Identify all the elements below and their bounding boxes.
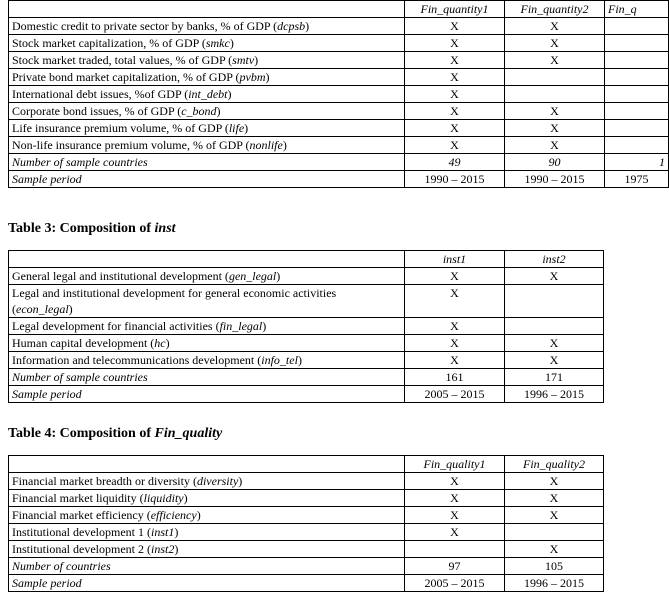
cell: X <box>405 507 505 524</box>
cell: X <box>505 268 604 285</box>
row-label: Institutional development 1 (inst1) <box>9 524 405 541</box>
header-cell: inst2 <box>505 251 604 268</box>
cell: X <box>405 69 505 86</box>
period-row <box>9 575 604 592</box>
cell: 1990 – 2015 <box>505 171 605 188</box>
cell: X <box>505 507 604 524</box>
header-cell: inst1 <box>405 251 505 268</box>
table-4-caption: Table 4: Composition of Fin_quality <box>8 426 223 441</box>
cell: X <box>505 490 604 507</box>
cell: X <box>405 352 505 369</box>
cell <box>505 86 605 103</box>
row-label: Financial market efficiency (efficiency) <box>9 507 405 524</box>
row-label: General legal and institutional development (gen_legal) <box>9 268 405 285</box>
cell <box>605 69 669 86</box>
row-label: Stock market traded, total values, % of GDP (smtv) <box>9 52 405 69</box>
table-row <box>9 490 604 507</box>
table-row <box>9 541 604 558</box>
table-3 <box>8 250 604 403</box>
cell: X <box>405 285 505 318</box>
cell: X <box>405 490 505 507</box>
table-row <box>9 335 604 352</box>
cell <box>505 285 604 318</box>
count-row <box>9 154 669 171</box>
cell <box>505 69 605 86</box>
cell: X <box>505 137 605 154</box>
cell: X <box>505 473 604 490</box>
cell: X <box>405 35 505 52</box>
row-label: Stock market capitalization, % of GDP (smkc) <box>9 35 405 52</box>
cell: X <box>505 35 605 52</box>
cell: 1 <box>605 154 669 171</box>
table-row <box>9 507 604 524</box>
row-label: Sample period <box>9 171 405 188</box>
table-4 <box>8 455 604 592</box>
cell: 1996 – 2015 <box>505 386 604 403</box>
cell: X <box>505 103 605 120</box>
cell: 1996 – 2015 <box>505 575 604 592</box>
row-label: Private bond market capitalization, % of GDP (pvbm) <box>9 69 405 86</box>
cell: X <box>405 473 505 490</box>
period-row <box>9 386 604 403</box>
row-label: Human capital development (hc) <box>9 335 405 352</box>
table-header-row <box>9 456 604 473</box>
header-cell: Fin_q <box>605 1 669 18</box>
row-label: Sample period <box>9 575 405 592</box>
cell <box>605 137 669 154</box>
cell: X <box>405 335 505 352</box>
table-row <box>9 137 669 154</box>
row-label: Life insurance premium volume, % of GDP (life) <box>9 120 405 137</box>
header-cell-empty <box>9 1 405 18</box>
row-label: International debt issues, %of GDP (int_debt) <box>9 86 405 103</box>
cell: X <box>405 52 505 69</box>
cell: 171 <box>505 369 604 386</box>
cell: 2005 – 2015 <box>405 575 505 592</box>
table-row <box>9 352 604 369</box>
cell <box>605 86 669 103</box>
cell: X <box>405 18 505 35</box>
header-cell: Fin_quality1 <box>405 456 505 473</box>
table-row <box>9 35 669 52</box>
table-row <box>9 103 669 120</box>
row-label: Number of sample countries <box>9 369 405 386</box>
cell: 105 <box>505 558 604 575</box>
header-cell-empty <box>9 456 405 473</box>
row-label: Information and telecommunications development (info_tel) <box>9 352 405 369</box>
cell: X <box>505 335 604 352</box>
count-row <box>9 369 604 386</box>
cell <box>605 52 669 69</box>
table-row <box>9 285 604 318</box>
header-cell-empty <box>9 251 405 268</box>
cell: X <box>405 524 505 541</box>
cell: 2005 – 2015 <box>405 386 505 403</box>
row-label: Non-life insurance premium volume, % of GDP (nonlife) <box>9 137 405 154</box>
row-label: Number of countries <box>9 558 405 575</box>
table-row <box>9 69 669 86</box>
cell <box>605 120 669 137</box>
cell: 97 <box>405 558 505 575</box>
cell: X <box>405 86 505 103</box>
table-row <box>9 268 604 285</box>
row-label: Corporate bond issues, % of GDP (c_bond) <box>9 103 405 120</box>
cell: X <box>405 318 505 335</box>
cell <box>405 541 505 558</box>
cell: 1975 <box>605 171 669 188</box>
table-header-row <box>9 1 669 18</box>
cell: X <box>505 352 604 369</box>
cell: X <box>505 541 604 558</box>
cell <box>505 524 604 541</box>
table-row <box>9 120 669 137</box>
table-row <box>9 473 604 490</box>
header-cell: Fin_quantity2 <box>505 1 605 18</box>
cell <box>605 103 669 120</box>
table-2 <box>8 0 669 188</box>
row-label: Domestic credit to private sector by banks, % of GDP (dcpsb) <box>9 18 405 35</box>
count-row <box>9 558 604 575</box>
cell <box>605 35 669 52</box>
table-row <box>9 18 669 35</box>
row-label: Financial market breadth or diversity (diversity) <box>9 473 405 490</box>
table-3-caption: Table 3: Composition of inst <box>8 221 176 236</box>
row-label: Institutional development 2 (inst2) <box>9 541 405 558</box>
row-label: Number of sample countries <box>9 154 405 171</box>
header-cell: Fin_quality2 <box>505 456 604 473</box>
table-row <box>9 318 604 335</box>
cell: 90 <box>505 154 605 171</box>
row-label: Sample period <box>9 386 405 403</box>
header-cell: Fin_quantity1 <box>405 1 505 18</box>
cell <box>505 318 604 335</box>
cell: X <box>405 268 505 285</box>
cell: X <box>505 120 605 137</box>
cell: X <box>405 120 505 137</box>
table-row <box>9 86 669 103</box>
cell: 49 <box>405 154 505 171</box>
row-label: Financial market liquidity (liquidity) <box>9 490 405 507</box>
row-label: Legal development for financial activities (fin_legal) <box>9 318 405 335</box>
table-row <box>9 52 669 69</box>
cell: 161 <box>405 369 505 386</box>
row-label: Legal and institutional development for general economic activities (econ_legal) <box>9 285 405 318</box>
cell: X <box>505 18 605 35</box>
table-header-row <box>9 251 604 268</box>
cell: X <box>405 137 505 154</box>
table-row <box>9 524 604 541</box>
cell: 1990 – 2015 <box>405 171 505 188</box>
cell: X <box>405 103 505 120</box>
cell: X <box>505 52 605 69</box>
period-row <box>9 171 669 188</box>
cell <box>605 18 669 35</box>
